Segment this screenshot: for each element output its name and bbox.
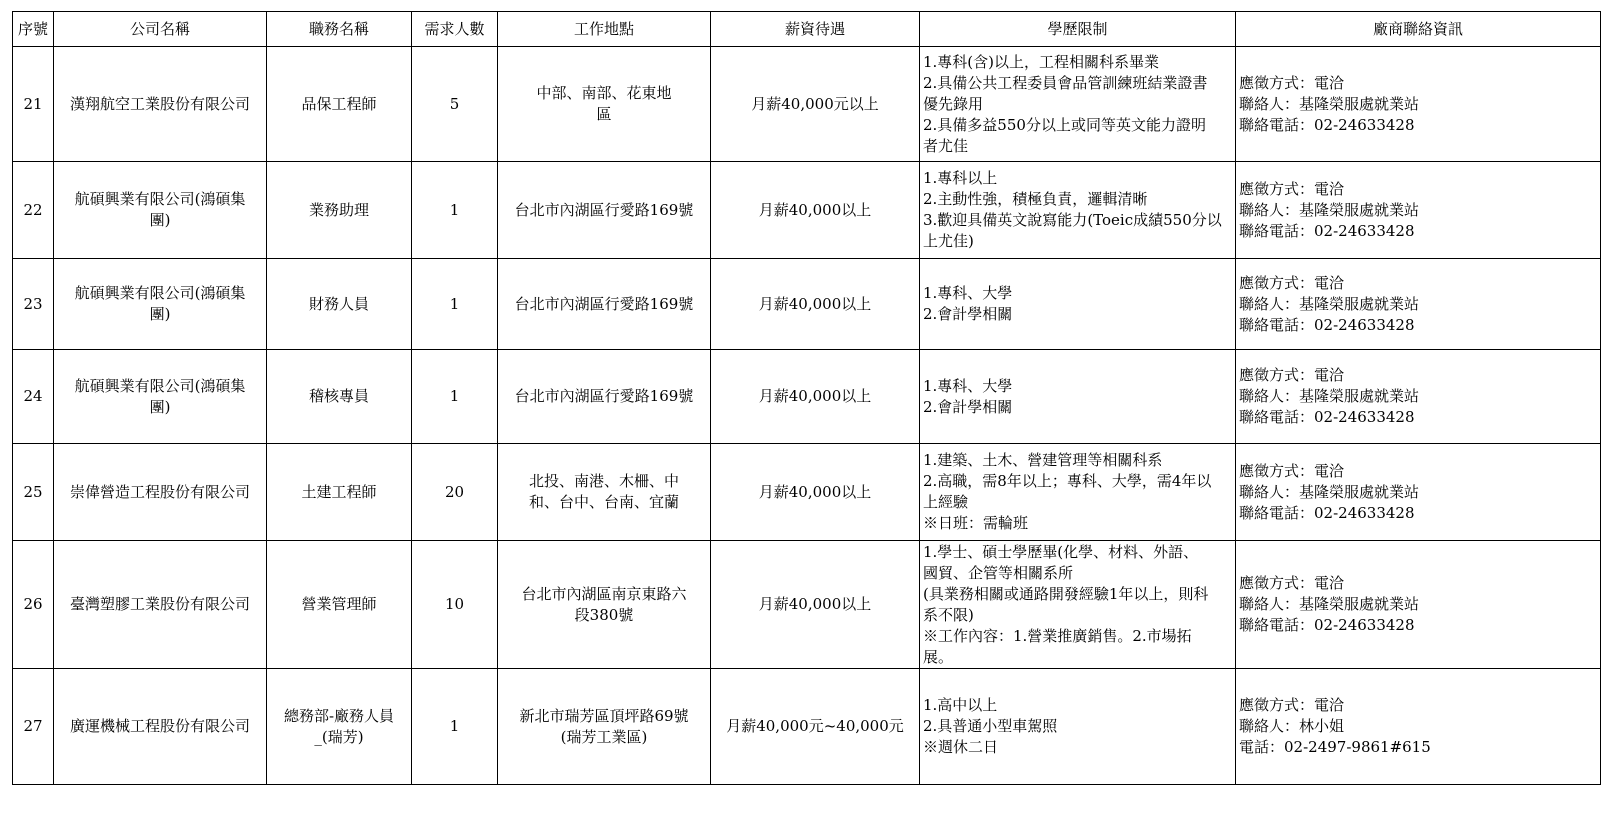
cell-title: 稽核專員: [267, 350, 412, 444]
cell-title: 品保工程師: [267, 47, 412, 162]
cell-location: 台北市內湖區南京東路六 段380號: [498, 541, 711, 669]
cell-company: 廣運機械工程股份有限公司: [54, 669, 267, 785]
header-company: 公司名稱: [54, 12, 267, 47]
cell-location: 北投、南港、木柵、中 和、台中、台南、宜蘭: [498, 444, 711, 541]
cell-title: 營業管理師: [267, 541, 412, 669]
cell-seq: 23: [13, 259, 54, 350]
cell-education: 1.專科(含)以上，工程相關科系畢業 2.具備公共工程委員會品管訓練班結業證書 優先錄用 2.具備多益550分以上或同等英文能力證明 者尤佳: [920, 47, 1236, 162]
cell-seq: 22: [13, 162, 54, 259]
cell-seq: 21: [13, 47, 54, 162]
cell-title: 財務人員: [267, 259, 412, 350]
cell-education: 1.建築、土木、營建管理等相關科系 2.高職，需8年以上；專科、大學，需4年以 上經驗 ※日班：需輪班: [920, 444, 1236, 541]
table-row: [13, 669, 1601, 785]
cell-seq: 27: [13, 669, 54, 785]
cell-contact: 應徵方式：電洽 聯絡人：基隆榮服處就業站 聯絡電話：02-24633428: [1236, 444, 1601, 541]
cell-location: 新北市瑞芳區頂坪路69號 (瑞芳工業區): [498, 669, 711, 785]
cell-location: 台北市內湖區行愛路169號: [498, 162, 711, 259]
table-row: [13, 350, 1601, 444]
cell-education: 1.學士、碩士學歷畢(化學、材料、外語、 國貿、企管等相關系所 (具業務相關或通路開發經驗1年以上，則科 系不限) ※工作內容：1.營業推廣銷售。2.市場拓 展。: [920, 541, 1236, 669]
cell-seq: 26: [13, 541, 54, 669]
cell-salary: 月薪40,000元以上: [711, 47, 920, 162]
cell-salary: 月薪40,000元~40,000元: [711, 669, 920, 785]
cell-contact: 應徵方式：電洽 聯絡人：基隆榮服處就業站 聯絡電話：02-24633428: [1236, 259, 1601, 350]
cell-count: 1: [412, 162, 498, 259]
cell-company: 漢翔航空工業股份有限公司: [54, 47, 267, 162]
cell-contact: 應徵方式：電洽 聯絡人：基隆榮服處就業站 聯絡電話：02-24633428: [1236, 47, 1601, 162]
header-row: [13, 12, 1601, 47]
table-row: [13, 47, 1601, 162]
header-contact: 廠商聯絡資訊: [1236, 12, 1601, 47]
cell-seq: 25: [13, 444, 54, 541]
table-row: [13, 444, 1601, 541]
cell-seq: 24: [13, 350, 54, 444]
cell-contact: 應徵方式：電洽 聯絡人：基隆榮服處就業站 聯絡電話：02-24633428: [1236, 162, 1601, 259]
job-listing-table: [12, 11, 1601, 785]
cell-education: 1.高中以上 2.具普通小型車駕照 ※週休二日: [920, 669, 1236, 785]
cell-salary: 月薪40,000以上: [711, 444, 920, 541]
cell-company: 航碩興業有限公司(鴻碩集 團): [54, 350, 267, 444]
cell-contact: 應徵方式：電洽 聯絡人：基隆榮服處就業站 聯絡電話：02-24633428: [1236, 541, 1601, 669]
cell-contact: 應徵方式：電洽 聯絡人：基隆榮服處就業站 聯絡電話：02-24633428: [1236, 350, 1601, 444]
cell-company: 臺灣塑膠工業股份有限公司: [54, 541, 267, 669]
header-salary: 薪資待遇: [711, 12, 920, 47]
header-education: 學歷限制: [920, 12, 1236, 47]
cell-location: 台北市內湖區行愛路169號: [498, 350, 711, 444]
table-row: [13, 541, 1601, 669]
header-title: 職務名稱: [267, 12, 412, 47]
header-location: 工作地點: [498, 12, 711, 47]
cell-title: 總務部-廠務人員 _(瑞芳): [267, 669, 412, 785]
cell-salary: 月薪40,000以上: [711, 350, 920, 444]
cell-title: 業務助理: [267, 162, 412, 259]
cell-company: 崇偉營造工程股份有限公司: [54, 444, 267, 541]
cell-company: 航碩興業有限公司(鴻碩集 團): [54, 162, 267, 259]
cell-count: 5: [412, 47, 498, 162]
cell-contact: 應徵方式：電洽 聯絡人：林小姐 電話：02-2497-9861#615: [1236, 669, 1601, 785]
table-row: [13, 162, 1601, 259]
cell-salary: 月薪40,000以上: [711, 259, 920, 350]
header-seq: 序號: [13, 12, 54, 47]
cell-count: 1: [412, 669, 498, 785]
cell-location: 台北市內湖區行愛路169號: [498, 259, 711, 350]
cell-salary: 月薪40,000以上: [711, 162, 920, 259]
cell-education: 1.專科、大學 2.會計學相關: [920, 350, 1236, 444]
cell-count: 1: [412, 350, 498, 444]
cell-location: 中部、南部、花東地 區: [498, 47, 711, 162]
cell-education: 1.專科以上 2.主動性強，積極負責，邏輯清晰 3.歡迎具備英文說寫能力(Toeic成績550分以 上尤佳): [920, 162, 1236, 259]
cell-count: 1: [412, 259, 498, 350]
cell-title: 土建工程師: [267, 444, 412, 541]
cell-count: 10: [412, 541, 498, 669]
header-count: 需求人數: [412, 12, 498, 47]
cell-company: 航碩興業有限公司(鴻碩集 團): [54, 259, 267, 350]
cell-salary: 月薪40,000以上: [711, 541, 920, 669]
cell-education: 1.專科、大學 2.會計學相關: [920, 259, 1236, 350]
table-row: [13, 259, 1601, 350]
cell-count: 20: [412, 444, 498, 541]
